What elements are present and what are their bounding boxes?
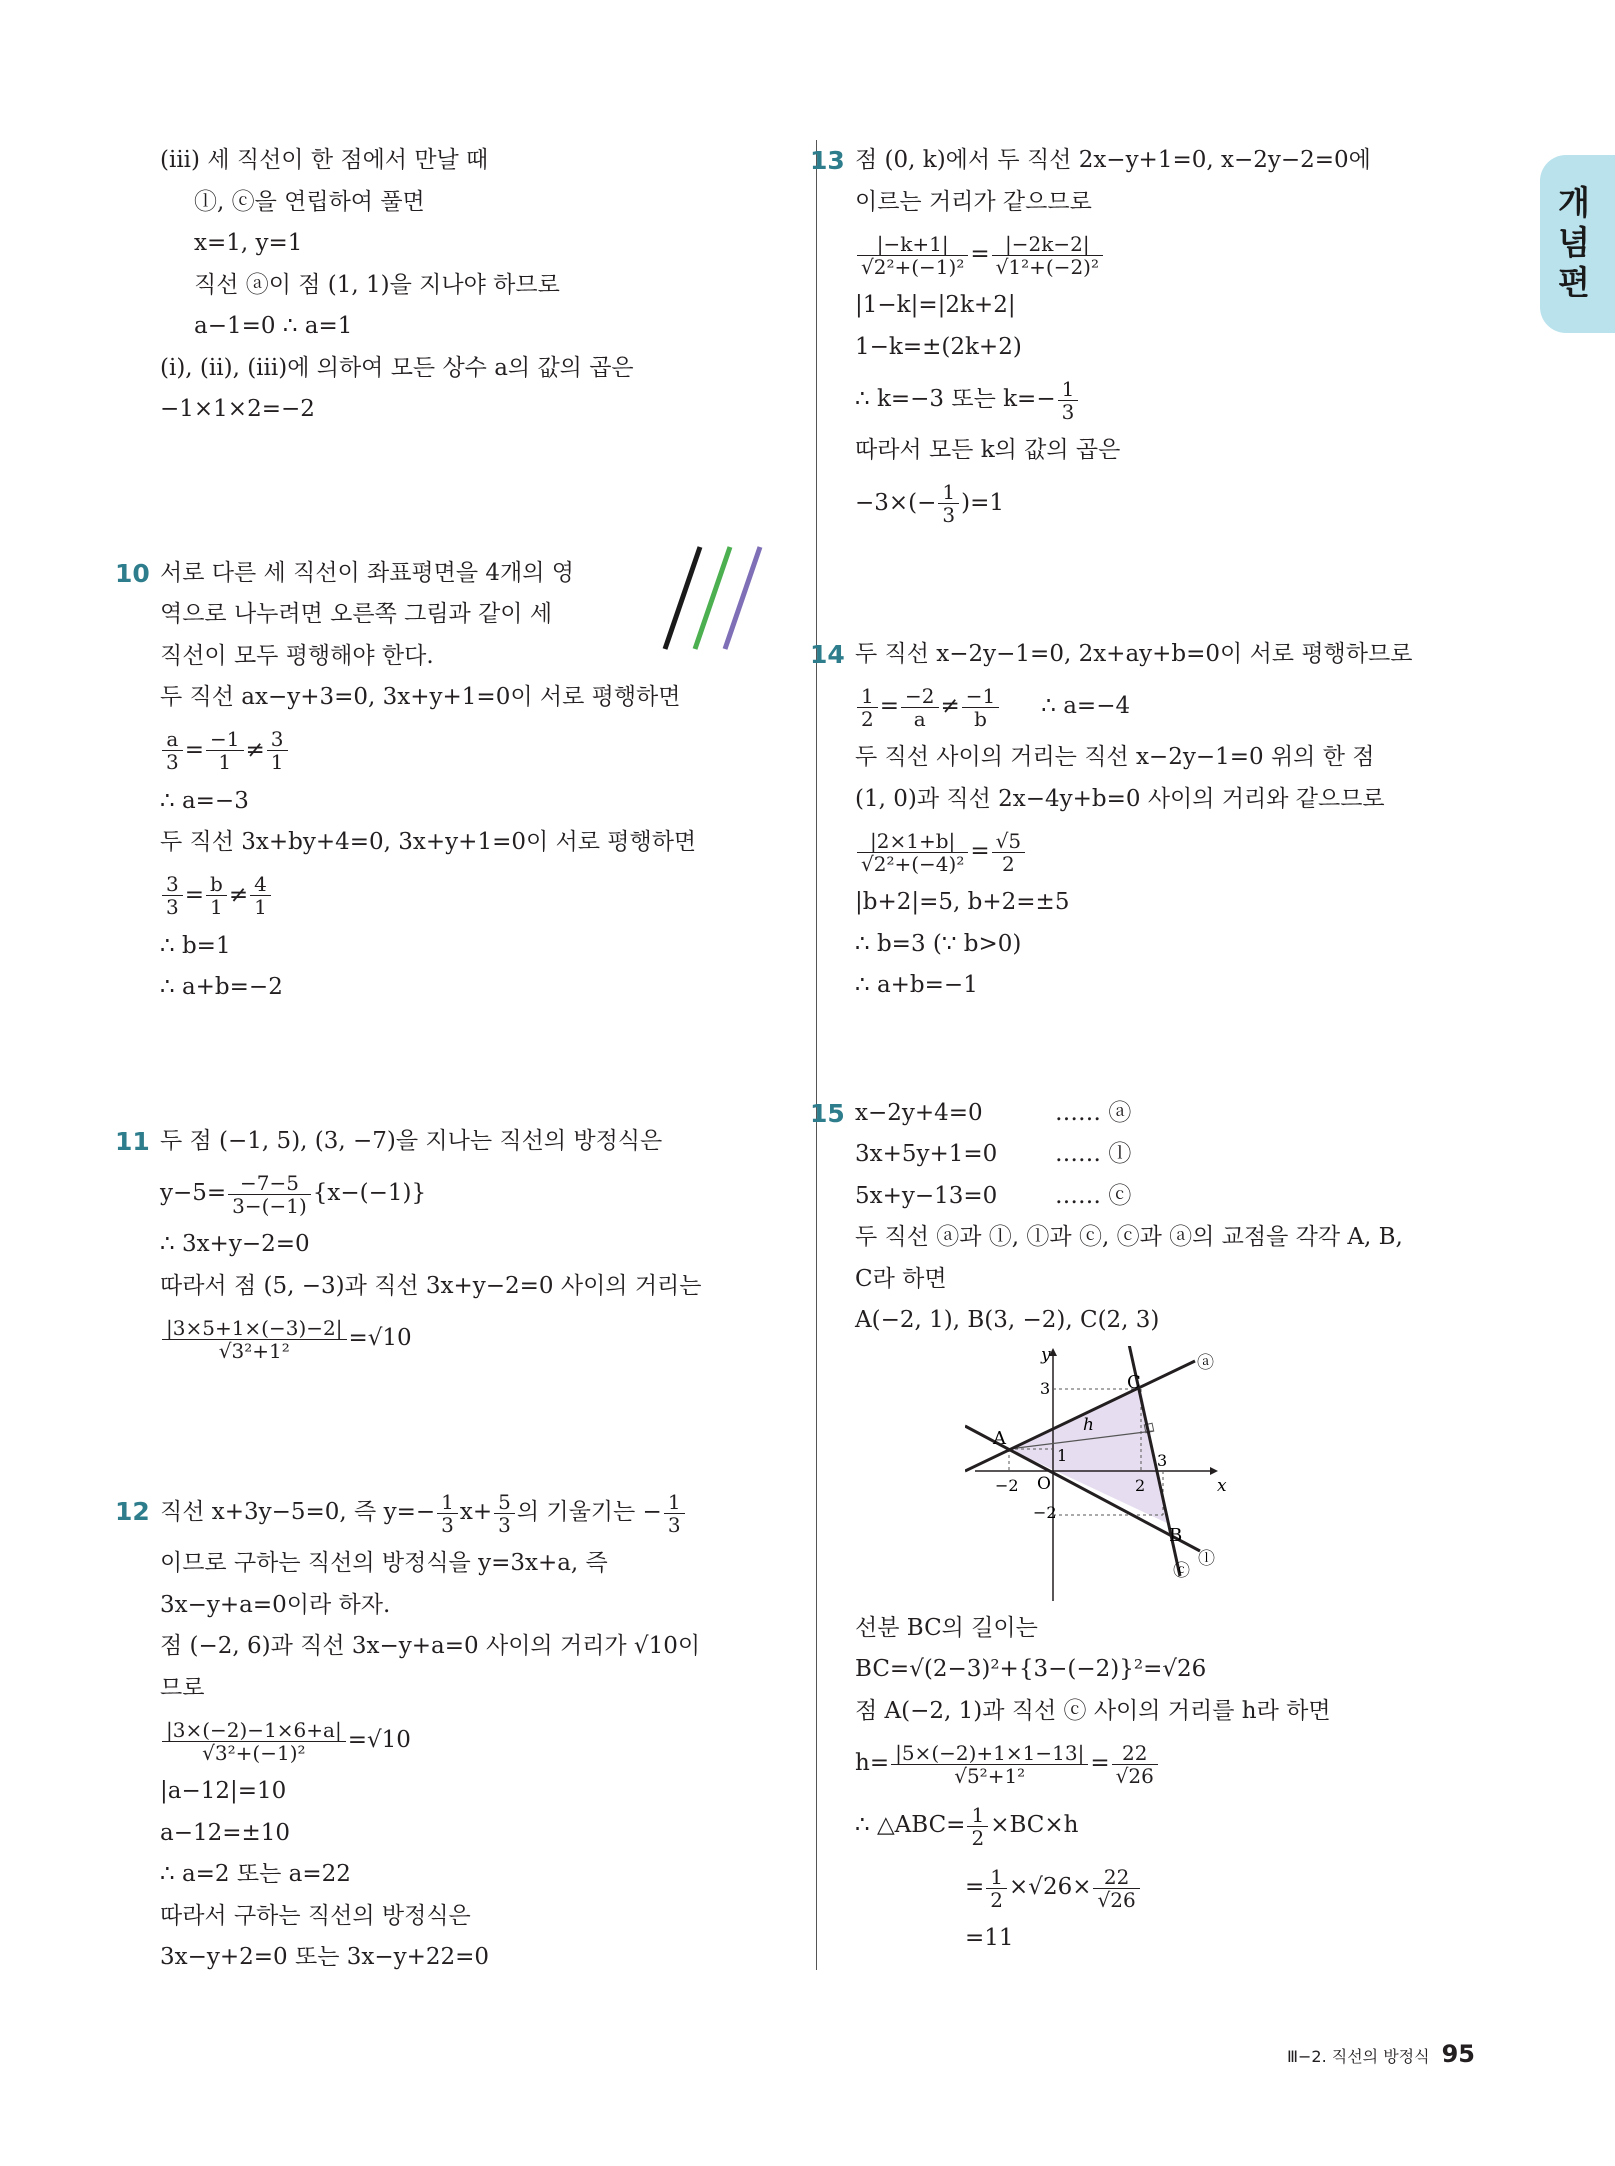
frac-den: √3²+1² [218, 1338, 290, 1363]
frac-num: 1 [967, 1804, 988, 1827]
text-line: ⓛ, ⓒ을 연립하여 풀면 [194, 188, 425, 215]
x-axis-arrow [1210, 1467, 1218, 1475]
text-line: |a−12|=10 [160, 1778, 287, 1804]
frac-den: 3 [942, 503, 956, 527]
frac-num: 1 [938, 481, 959, 504]
text-line: A(−2, 1), B(3, −2), C(2, 3) [855, 1307, 1160, 1333]
equation: 5x+y−13=0 [855, 1182, 998, 1209]
tick-label: 3 [1157, 1450, 1168, 1470]
frac-den: b [974, 706, 987, 731]
continued-solution [160, 140, 785, 431]
text-line: ∴ a=2 또는 a=22 [160, 1861, 351, 1887]
operator: ≠ [228, 881, 249, 908]
text-span: ∴ △ABC= [855, 1812, 966, 1838]
text-line: 1−k=±(2k+2) [855, 333, 1022, 360]
problem-number: 15 [810, 1098, 845, 1128]
problem-14 [810, 634, 1485, 1007]
frac-den: 2 [971, 1825, 985, 1850]
text-line: 두 직선 3x+by+4=0, 3x+y+1=0이 서로 평행하면 [160, 829, 697, 855]
text-line: 점 (0, k)에서 두 직선 2x−y+1=0, x−2y−2=0에 [855, 147, 1371, 173]
frac-den: √5²+1² [954, 1763, 1026, 1788]
problem-number: 11 [115, 1126, 150, 1156]
frac-num: |2×1+b| [857, 830, 968, 853]
operator: = [970, 241, 990, 267]
equation-line [855, 1093, 1485, 1135]
tab-char: 편 [1558, 263, 1590, 302]
problem-number: 14 [810, 639, 845, 669]
frac-num: |−k+1| [857, 233, 968, 256]
fraction-line [160, 1709, 785, 1771]
h-label: h [1083, 1414, 1094, 1435]
column-divider [816, 140, 817, 1970]
text-line: 따라서 점 (5, −3)과 직선 3x+y−2=0 사이의 거리는 [160, 1272, 702, 1299]
equation-line [855, 1134, 1485, 1176]
frac-num: −1 [962, 685, 999, 708]
text-line: ∴ a+b=−2 [160, 974, 283, 1000]
frac-den: 3 [1061, 399, 1075, 424]
tick-label: 2 [1135, 1475, 1146, 1495]
point-c-label: C [1127, 1371, 1141, 1393]
tick-label: −2 [995, 1475, 1019, 1495]
equation: x−2y+4=0 [855, 1099, 983, 1126]
problem-number: 10 [115, 558, 150, 588]
text-line: 두 직선 사이의 거리는 직선 x−2y−1=0 위의 한 점 [855, 744, 1375, 770]
frac-num: 3 [162, 873, 183, 896]
text-span: 직선 x+3y−5=0, 즉 y=− [160, 1499, 436, 1525]
frac-num: |5×(−2)+1×1−13| [891, 1742, 1088, 1765]
text-line: ∴ b=3 (∵ b>0) [855, 930, 1022, 957]
frac-num: −2 [901, 685, 938, 708]
parallel-line-1 [665, 547, 700, 649]
frac-den: 1 [218, 750, 232, 774]
text-line: 선분 BC의 길이는 [855, 1614, 1038, 1641]
frac-num: 1 [857, 685, 878, 708]
fraction-line [855, 1794, 1485, 1856]
text-line: ∴ b=1 [160, 932, 231, 959]
tick-label: 1 [1057, 1445, 1068, 1465]
fraction-line [160, 1162, 785, 1224]
text-line: x=1, y=1 [194, 230, 303, 256]
fraction-line [855, 472, 1485, 534]
frac-den: √26 [1115, 1763, 1154, 1788]
fraction-line [855, 675, 1485, 737]
text-line: (1, 0)과 직선 2x−4y+b=0 사이의 거리와 같으므로 [855, 785, 1385, 812]
fraction-line [160, 719, 785, 781]
frac-den: √2²+(−1)² [861, 254, 965, 279]
frac-num: 5 [494, 1491, 515, 1514]
text-line: 점 (−2, 6)과 직선 3x−y+a=0 사이의 거리가 √10이 [160, 1633, 701, 1659]
left-column [115, 140, 785, 1979]
frac-num: |−2k−2| [992, 233, 1103, 256]
text-line: (i), (ii), (iii)에 의하여 모든 상수 a의 값의 곱은 [160, 354, 634, 381]
frac-num: a [162, 728, 183, 751]
text-line: 3x−y+a=0이라 하자. [160, 1591, 391, 1618]
frac-den: 3 [166, 750, 179, 774]
text-line: ∴ a+b=−1 [855, 972, 978, 998]
problem-10 [115, 553, 785, 1009]
text-line: C라 하면 [855, 1265, 947, 1292]
fraction-line [855, 820, 1485, 882]
dots: …… [1055, 1141, 1101, 1167]
fraction-line [160, 1481, 785, 1543]
frac-num: √5 [992, 830, 1025, 853]
text-span: ×BC×h [990, 1812, 1079, 1838]
dots: …… [1055, 1099, 1101, 1126]
text-span: {x−(−1)} [312, 1180, 427, 1206]
text-line: a−12=±10 [160, 1819, 291, 1846]
fraction-line [160, 1307, 785, 1369]
frac-den: a [913, 706, 926, 731]
circled-mark: ⓒ [1108, 1182, 1132, 1209]
problem-12 [115, 1481, 785, 1979]
text-span: )=1 [961, 489, 1005, 516]
text-span: x+ [459, 1499, 493, 1525]
frac-num: |3×(−2)−1×6+a| [162, 1719, 346, 1742]
section-title: Ⅲ−2. 직선의 방정식 [1286, 2047, 1430, 2066]
frac-num: 4 [250, 873, 271, 896]
x-label: x [1217, 1475, 1227, 1496]
line-mark: ⓛ [1198, 1548, 1215, 1569]
text-line: ∴ 3x+y−2=0 [160, 1231, 310, 1257]
text-line: 따라서 구하는 직선의 방정식은 [160, 1902, 471, 1929]
text-span: y−5= [160, 1180, 227, 1206]
text-span: =√10 [347, 1727, 411, 1753]
text-line: 두 직선 ⓐ과 ⓛ, ⓛ과 ⓒ, ⓒ과 ⓐ의 교점을 각각 A, B, [855, 1224, 1403, 1250]
frac-num: 1 [986, 1866, 1007, 1889]
side-tab [1540, 155, 1615, 333]
page-footer [1287, 2040, 1475, 2068]
text-span: ×√26× [1009, 1874, 1092, 1900]
y-label: y [1041, 1345, 1051, 1365]
text-span: =√10 [348, 1325, 412, 1351]
text-line: 3x−y+2=0 또는 3x−y+22=0 [160, 1944, 490, 1970]
frac-num: b [206, 873, 227, 896]
frac-den: 2 [1002, 851, 1015, 876]
tick-label: −2 [1033, 1502, 1057, 1522]
text-span: h= [855, 1750, 890, 1776]
point-a-label: A [993, 1427, 1006, 1449]
text-line: 므로 [160, 1674, 205, 1701]
page-number: 95 [1441, 2040, 1475, 2068]
frac-den: √2²+(−4)² [861, 851, 965, 876]
operator: = [879, 693, 900, 719]
problem-number: 13 [810, 146, 845, 175]
tick-label: 3 [1040, 1378, 1051, 1398]
problem-11 [115, 1121, 785, 1370]
frac-num: 22 [1093, 1866, 1139, 1889]
equation-line [855, 1176, 1485, 1218]
fraction-line [855, 368, 1485, 430]
text-span: ∴ k=−3 또는 k=− [855, 386, 1056, 412]
text-span: ∴ a=−4 [1041, 693, 1131, 719]
text-line: 두 직선 ax−y+3=0, 3x+y+1=0이 서로 평행하면 [160, 684, 681, 710]
frac-den: √3²+(−1)² [202, 1740, 306, 1765]
operator: = [1090, 1750, 1110, 1776]
point-b-label: B [1169, 1524, 1183, 1546]
parallel-lines-figure [660, 545, 780, 657]
frac-den: 3 [667, 1512, 681, 1537]
frac-num: |3×5+1×(−3)−2| [162, 1317, 347, 1340]
operator: ≠ [940, 693, 960, 719]
text-line: |b+2|=5, b+2=±5 [855, 889, 1070, 915]
operator: = [970, 838, 990, 864]
problem-13 [810, 140, 1485, 534]
parallel-line-2 [695, 547, 730, 649]
dots: …… [1055, 1182, 1101, 1209]
fraction-line [160, 864, 785, 926]
frac-den: 1 [254, 895, 267, 919]
frac-den: 2 [990, 1887, 1004, 1912]
fraction-line [855, 1856, 1485, 1918]
text-line: 직선 ⓐ이 점 (1, 1)을 지나야 하므로 [194, 271, 560, 298]
text-line: a−1=0 ∴ a=1 [194, 313, 353, 339]
text-line: −1×1×2=−2 [160, 396, 315, 422]
frac-den: 3 [441, 1512, 454, 1537]
line-mark: ⓒ [1173, 1560, 1190, 1581]
frac-den: 3 [498, 1512, 511, 1537]
circled-mark: ⓛ [1108, 1141, 1132, 1167]
tab-char: 념 [1558, 223, 1590, 262]
line-mark: ⓐ [1197, 1352, 1214, 1373]
side-tab-label [1554, 183, 1594, 303]
right-column [810, 140, 1485, 1960]
parallel-line-3 [725, 547, 760, 649]
problem-number: 12 [115, 1497, 150, 1526]
tab-char: 개 [1558, 183, 1590, 222]
frac-den: 3 [166, 895, 179, 919]
text-span: 의 기울기는 − [516, 1499, 662, 1525]
text-span: = [965, 1874, 985, 1900]
frac-num: 3 [267, 728, 288, 751]
text-line: 역으로 나누려면 오른쪽 그림과 같이 세 [160, 601, 553, 627]
frac-num: 1 [664, 1491, 685, 1514]
text-line: (iii) 세 직선이 한 점에서 만날 때 [160, 147, 489, 173]
text-span: −3×(− [855, 489, 937, 516]
frac-num: 1 [1058, 378, 1079, 401]
text-line: 서로 다른 세 직선이 좌표평면을 4개의 영 [160, 559, 574, 586]
frac-num: −1 [206, 728, 243, 751]
text-line: 따라서 모든 k의 값의 곱은 [855, 437, 1121, 463]
text-line: 이르는 거리가 같으므로 [855, 188, 1092, 215]
circled-mark: ⓐ [1108, 1099, 1132, 1126]
operator: = [184, 881, 205, 908]
text-line: =11 [965, 1925, 1014, 1951]
frac-den: 1 [210, 895, 223, 919]
frac-num: −7−5 [228, 1172, 311, 1195]
operator: = [184, 736, 205, 763]
frac-den: √26 [1097, 1887, 1136, 1912]
frac-den: 1 [270, 750, 284, 774]
problem-15 [810, 1093, 1485, 1960]
fraction-line [855, 223, 1485, 285]
fraction-line [855, 1732, 1485, 1794]
frac-den: √1²+(−2)² [995, 254, 1099, 279]
triangle-graph [965, 1346, 1385, 1606]
operator: ≠ [245, 736, 265, 763]
text-line: 이므로 구하는 직선의 방정식을 y=3x+a, 즉 [160, 1550, 608, 1576]
origin-label: O [1037, 1473, 1051, 1494]
text-line: ∴ a=−3 [160, 787, 249, 814]
text-line: BC=√(2−3)²+{3−(−2)}²=√26 [855, 1656, 1207, 1682]
text-line: 직선이 모두 평행해야 한다. [160, 642, 434, 669]
frac-den: 2 [861, 706, 874, 731]
frac-num: 22 [1112, 1742, 1158, 1765]
text-line: 점 A(−2, 1)과 직선 ⓒ 사이의 거리를 h라 하면 [855, 1697, 1331, 1724]
frac-den: 3−(−1) [232, 1193, 307, 1218]
frac-num: 1 [437, 1491, 458, 1514]
text-line: |1−k|=|2k+2| [855, 292, 1016, 318]
text-line: 두 직선 x−2y−1=0, 2x+ay+b=0이 서로 평행하므로 [855, 640, 1413, 667]
equation: 3x+5y+1=0 [855, 1141, 998, 1167]
text-line: 두 점 (−1, 5), (3, −7)을 지나는 직선의 방정식은 [160, 1127, 663, 1154]
